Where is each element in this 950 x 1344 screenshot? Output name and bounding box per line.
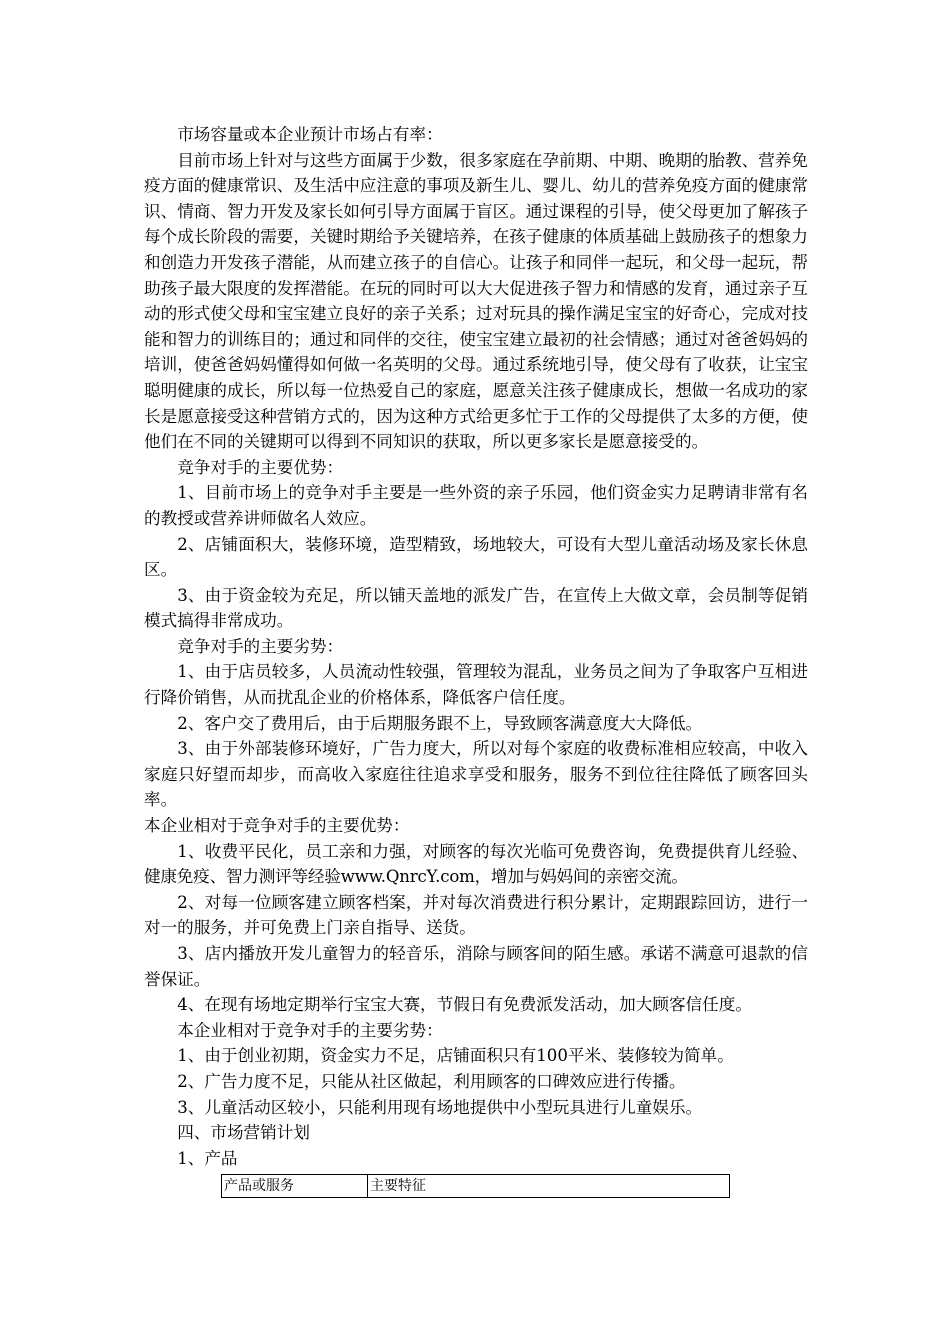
own-strength-1: 1、收费平民化，员工亲和力强，对顾客的每次光临可免费咨询，免费提供育儿经验、健康免疫、智力测评等经验www.QnrcY.com，增加与妈妈间的亲密交流。	[144, 841, 808, 887]
heading-competitor-strengths: 竞争对手的主要优势：	[177, 457, 344, 477]
section-heading-marketing-plan: 四、市场营销计划	[177, 1123, 310, 1143]
table-header-product: 产品或服务	[222, 1175, 368, 1198]
paragraph-market-analysis: 目前市场上针对与这些方面属于少数，很多家庭在孕前期、中期、晚期的胎教、营养免疫方面的健康常识、及生活中应注意的事项及新生儿、婴儿、幼儿的营养免疫方面的健康常识、情商、智力开发及家长如何引导方面属于盲区。通过课程的引导，使父母更加了解孩子每个成长阶段的需要，关键时期给予关键培养，在孩子健康的体质基础上鼓励孩子的想象力和创造力开发孩子潜能，从而建立孩子的自信心。让孩子和同伴一起玩，和父母一起玩，帮助孩子最大限度的发挥潜能。在玩的同时可以大大促进孩子智力和情感的发育，通过亲子互动的形式使父母和宝宝建立良好的亲子关系；过对玩具的操作满足宝宝的好奇心，完成对技能和智力的训练目的；通过和同伴的交往，使宝宝建立最初的社会情感；通过对爸爸妈妈的培训，使爸爸妈妈懂得如何做一名英明的父母。通过系统地引导，使父母有了收获，让宝宝聪明健康的成长，所以每一位热爱自己的家庭，愿意关注孩子健康成长，想做一名成功的家长是愿意接受这种营销方式的，因为这种方式给更多忙于工作的父母提供了太多的方便，使他们在不同的关键期可以得到不同知识的获取，所以更多家长是愿意接受的。	[144, 150, 808, 452]
competitor-weakness-2: 2、客户交了费用后，由于后期服务跟不上，导致顾客满意度大大降低。	[177, 713, 703, 733]
heading-own-weaknesses: 本企业相对于竞争对手的主要劣势：	[177, 1020, 443, 1040]
heading-own-strengths: 本企业相对于竞争对手的主要优势：	[144, 816, 410, 836]
own-strength-3: 3、店内播放开发儿童智力的轻音乐，消除与顾客间的陌生感。承诺不满意可退款的信誉保证。	[144, 944, 808, 989]
competitor-strength-3: 3、由于资金较为充足，所以铺天盖地的派发广告，在宣传上大做文章，会员制等促销模式搞得非常成功。	[144, 585, 808, 631]
table-header-features: 主要特征	[368, 1175, 730, 1198]
document-page	[144, 122, 808, 1198]
competitor-strength-2: 2、店铺面积大，装修环境，造型精致，场地较大，可设有大型儿童活动场及家长休息区。	[144, 534, 808, 580]
table-row	[222, 1175, 730, 1198]
product-table	[221, 1174, 730, 1198]
competitor-strength-1: 1、目前市场上的竞争对手主要是一些外资的亲子乐园，他们资金实力足聘请非常有名的教授或营养讲师做名人效应。	[144, 483, 808, 528]
own-strength-2: 2、对每一位顾客建立顾客档案，并对每次消费进行积分累计，定期跟踪回访，进行一对一的服务，并可免费上门亲自指导、送货。	[144, 892, 808, 938]
heading-market-share: 市场容量或本企业预计市场占有率：	[177, 125, 443, 144]
heading-competitor-weaknesses: 竞争对手的主要劣势：	[177, 636, 344, 656]
own-weakness-3: 3、儿童活动区较小，只能利用现有场地提供中小型玩具进行儿童娱乐。	[177, 1097, 703, 1117]
own-strength-4: 4、在现有场地定期举行宝宝大赛，节假日有免费派发活动，加大顾客信任度。	[177, 995, 752, 1015]
competitor-weakness-3: 3、由于外部装修环境好，广告力度大，所以对每个家庭的收费标准相应较高，中收入家庭只好望而却步，而高收入家庭往往追求享受和服务，服务不到位往往降低了顾客回头率。	[144, 739, 808, 810]
own-weakness-1: 1、由于创业初期，资金实力不足，店铺面积只有100平米、装修较为简单。	[177, 1046, 734, 1066]
competitor-weakness-1: 1、由于店员较多，人员流动性较强，管理较为混乱，业务员之间为了争取客户互相进行降价销售，从而扰乱企业的价格体系，降低客户信任度。	[144, 662, 808, 708]
subsection-heading-product: 1、产品	[177, 1148, 238, 1168]
own-weakness-2: 2、广告力度不足，只能从社区做起，利用顾客的口碑效应进行传播。	[177, 1071, 686, 1091]
